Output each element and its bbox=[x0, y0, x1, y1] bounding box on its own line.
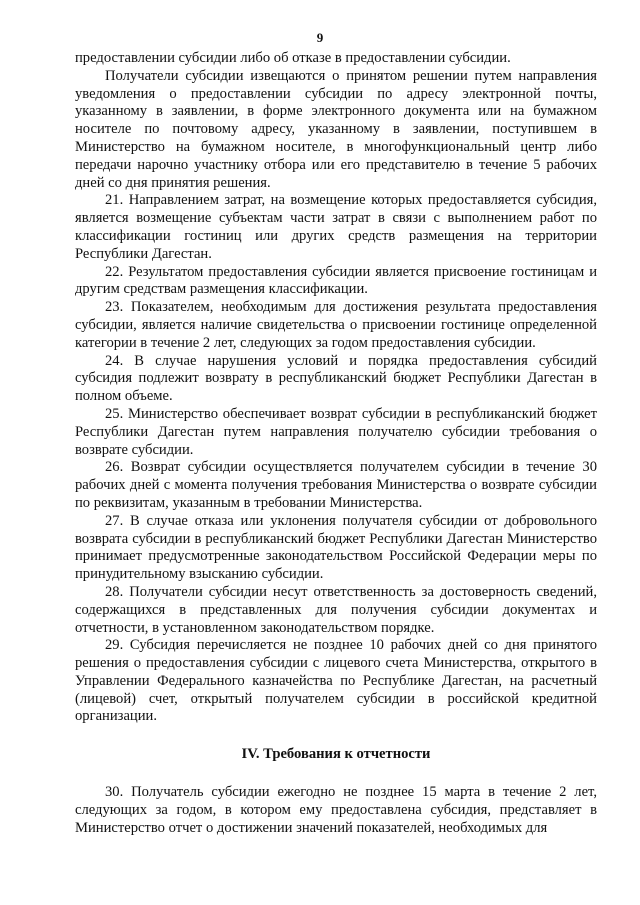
paragraph-21: 21. Направлением затрат, на возмещение которых предоставляется субсидия, является возмещение субъектам части затрат в связи с выполнением работ по классификации гостиниц или других средств размещения на территории Республики Дагестан. bbox=[75, 192, 597, 262]
document-body bbox=[75, 50, 597, 837]
paragraph-24: 24. В случае нарушения условий и порядка предоставления субсидий субсидия подлежит возврату в республиканский бюджет Республики Дагестан в полном объеме. bbox=[75, 352, 597, 405]
paragraph-23: 23. Показателем, необходимым для достижения результата предоставления субсидии, является наличие свидетельства о присвоении гостинице определенной категории в течение 2 лет, следующих за годом предоставления субсидии. bbox=[75, 299, 597, 351]
paragraph-30: 30. Получатель субсидии ежегодно не позднее 15 марта в течение 2 лет, следующих за годом, в котором ему предоставлена субсидия, представляет в Министерство отчет о достижении значений показателей, необходимых для bbox=[75, 784, 597, 836]
paragraph-22: 22. Результатом предоставления субсидии является присвоение гостиницам и другим средствам размещения классификации. bbox=[75, 263, 597, 298]
paragraph-29: 29. Субсидия перечисляется не позднее 10 рабочих дней со дня принятого решения о предоставления субсидии с лицевого счета Министерства, открытого в Управлении Федерального казначейства по Республике Дагестан, на расчетный (лицевой) счет, открытый получателем субсидии в российской кредитной организации. bbox=[75, 637, 597, 725]
paragraph-28: 28. Получатели субсидии несут ответственность за достоверность сведений, содержащихся в представленных для получения субсидии документах и отчетности, в установленном законодательством порядке. bbox=[75, 583, 597, 636]
paragraph-27: 27. В случае отказа или уклонения получателя субсидии от добровольного возврата субсидии в республиканский бюджет Республики Дагестан Министерство принимает предусмотренные законодательством Российской Федерации меры по принудительному взысканию субсидии. bbox=[75, 512, 597, 583]
paragraph-continuation: предоставлении субсидии либо об отказе в предоставлении субсидии. bbox=[75, 50, 511, 66]
paragraph-notification: Получатели субсидии извещаются о принятом решении путем направления уведомления о предоставлении субсидии по адресу электронной почты, указанному в заявлении, в форме электронного документа или на бумажном носителе по почтовому адресу, указанному в заявлении, поступившем в Министерство на бумажном носителе, в многофункциональный центр либо передачи нарочно участнику отбора или его представителю в течение 5 рабочих дней со дня принятия решения. bbox=[75, 67, 597, 191]
page-number: 9 bbox=[316, 30, 324, 45]
section-heading: IV. Требования к отчетности bbox=[241, 746, 431, 763]
paragraph-25: 25. Министерство обеспечивает возврат субсидии в республиканский бюджет Республики Дагестан путем направления получателю субсидии требования о возврате субсидии. bbox=[75, 405, 597, 458]
paragraph-26: 26. Возврат субсидии осуществляется получателем субсидии в течение 30 рабочих дней с момента получения требования Министерства о возврате субсидии по реквизитам, указанным в требовании Министерства. bbox=[75, 459, 597, 511]
